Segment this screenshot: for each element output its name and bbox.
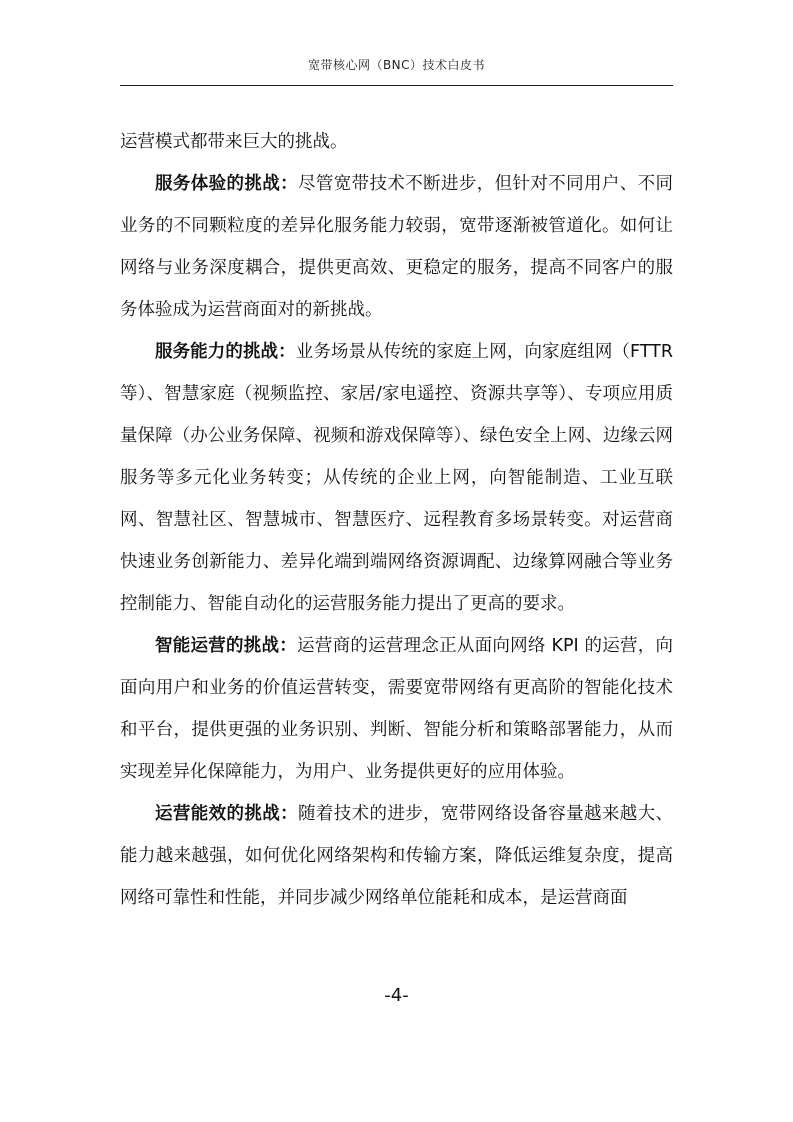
paragraph-continuation [120, 121, 673, 163]
paragraph-heading: 服务能力的挑战： [155, 342, 296, 362]
paragraph-text: 尽管宽带技术不断进步，但针对不同用户、不同业务的不同颗粒度的差异化服务能力较弱，宽带逐渐被管道化。如何让网络与业务深度耦合，提供更高效、更稳定的服务，提高不同客户的服务体验成为运营商面对的新挑战。 [120, 174, 673, 320]
paragraph-heading: 运营能效的挑战： [155, 804, 298, 824]
paragraph-heading: 服务体验的挑战： [155, 174, 298, 194]
paragraph-text: 业务场景从传统的家庭上网，向家庭组网（FTTR 等）、智慧家庭（视频监控、家居/家电遥控、资源共享等）、专项应用质量保障（办公业务保障、视频和游戏保障等）、绿色安全上网、边缘云网服务等多元化业务转变；从传统的企业上网，向智能制造、工业互联网、智慧社区、智慧城市、智慧医疗、远程教育多场景转变。对运营商快速业务创新能力、差异化端到端网络资源调配、边缘算网融合等业务控制能力、智能自动化的运营服务能力提出了更高的要求。 [120, 342, 673, 614]
paragraph-operational-efficiency [120, 793, 673, 919]
document-body [120, 121, 673, 919]
page-number: -4- [384, 985, 409, 1006]
paragraph-service-experience [120, 163, 673, 331]
page-header-title: 宽带核心网（BNC）技术白皮书 [307, 58, 486, 72]
paragraph-intelligent-operation [120, 625, 673, 793]
paragraph-text: 运营模式都带来巨大的挑战。 [120, 132, 348, 152]
paragraph-service-capability [120, 331, 673, 625]
paragraph-text: 运营商的运营理念正从面向网络 KPI 的运营，向面向用户和业务的价值运营转变，需要宽带网络有更高阶的智能化技术和平台，提供更强的业务识别、判断、智能分析和策略部署能力，从而实现差异化保障能力，为用户、业务提供更好的应用体验。 [120, 636, 673, 782]
paragraph-text: 随着技术的进步，宽带网络设备容量越来越大、能力越来越强，如何优化网络架构和传输方案，降低运维复杂度，提高网络可靠性和性能，并同步减少网络单位能耗和成本，是运营商面 [120, 804, 673, 908]
paragraph-heading: 智能运营的挑战： [155, 636, 298, 656]
header-divider [120, 85, 673, 86]
